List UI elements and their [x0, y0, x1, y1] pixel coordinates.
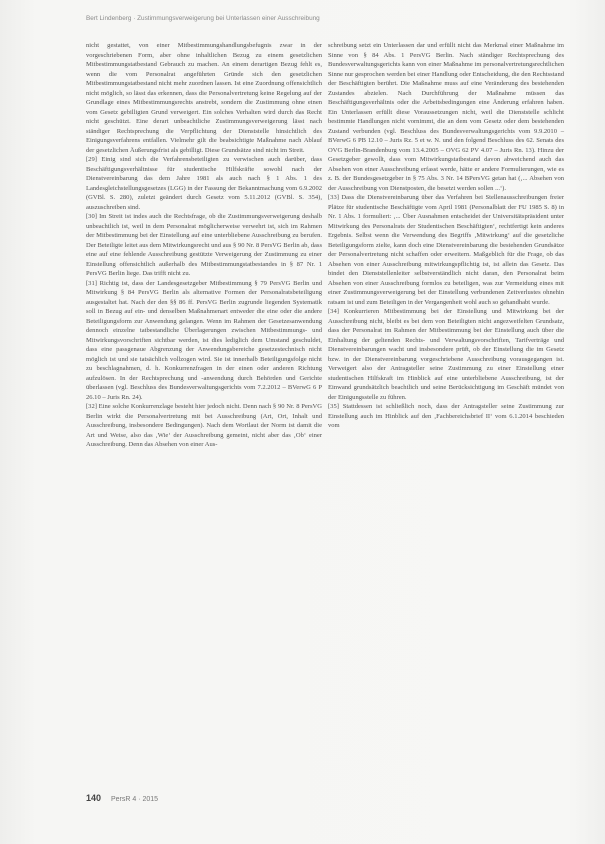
left-paragraph-1: nicht gestattet, von einer Mitbestimmungshandlungsbefugnis zwar in der vorgeschriebenen Form, aber ohne inhaltlichen Bezug zu einem gesetzlichen Mitbestimmungstatbestand Gebrauch zu machen. An einem derartigen Bezug fehlt es, wenn die vom Personalrat angeführten Gründe sich den gesetzlichen Mitbestimmungstatbestand nicht mehr zuordnen lassen. Ist eine Zuordnung offensichtlich nicht möglich, so lässt das erkennen, dass die Personalvertretung keine Regelung auf der Grundlage eines Mitbestimmungsrechts anstrebt, sondern die Zustimmung ohne einen vom Gesetz gebilligten Grund verweigert. Ein solches Verhalten wird durch das Recht nicht geschützt. Eine derart unbeachtliche Zustimmungsverweigerung lässt nach ständiger Rechtsprechung die Verpflichtung der Dienststelle hinsichtlich des Einigungsverfahrens entfallen. Vielmehr gilt die beabsichtigte Maßnahme nach Ablauf der gesetzlichen Äußerungsfrist als gebilligt. Diese Grundsätze sind nicht im Streit. [86, 42, 322, 154]
left-paragraph-3: [30] Im Streit ist indes auch die Rechtsfrage, ob die Zustimmungsverweigerung deshalb unbeachtlich ist, weil in dem Personalrat möglicherweise verwehrt ist, sich im Rahmen der Mitbestimmung bei der Einstellung auf eine unterbliebene Ausschreibung zu berufen. Der Beteiligte leitet aus dem Mitwirkungsrecht und aus § 90 Nr. 8 PersVG Berlin ab, dass eine auf eine fehlende Ausschreibung gestützte Verweigerung der Zustimmung zu einer Einstellung offensichtlich außerhalb des Mitbestimmungstatbestandes in § 87 Nr. 1 PersVG Berlin liege. Das trifft nicht zu. [86, 213, 322, 277]
right-paragraph-4: [35] Stattdessen ist schließlich noch, dass der Antragsteller seine Zustimmung zur Einstellung auch im Hinblick auf den ‚Fachbereichsbrief II‘ vom 6.1.2014 beschieden vom [328, 403, 564, 429]
right-paragraph-3: [34] Konkurrieren Mitbestimmung bei der Einstellung und Mitwirkung bei der Ausschreibung nicht, bleibt es bei dem von Beteiligten nicht angezweifelten Grundsatz, dass der Personalrat im Rahmen der Mitbestimmung bei der Einstellung auch über die Einhaltung der geltenden Rechts- und Verwaltungsvorschriften, Tarifverträge und Dienstvereinbarungen wacht und insbesondere prüft, ob der Einstellung die im Gesetz bzw. in der Dienstvereinbarung vorgeschriebene Ausschreibung vorausgegangen ist. Verweigert also der Antragsteller seine Zustimmung zu einer Einstellung einer studentischen Hilfskraft im Hinblick auf eine unterbliebene Ausschreibung, ist der Einwand grundsätzlich beachtlich und seine Berücksichtigung im Geschäft mündet von der Einigungsstelle zu führen. [328, 308, 564, 401]
page-number: 140 [86, 793, 102, 803]
right-paragraph-1: schreibung setzt ein Unterlassen dar und erfüllt nicht das Merkmal einer Maßnahme im Sinne von § 84 Abs. 1 PersVG Berlin. Nach ständiger Rechtsprechung des Bundesverwaltungsgerichts kann von einer Maßnahme im personalvertretungsrechtlichen Sinne nur gesprochen werden bei einer Handlung oder Entscheidung, die den Rechtsstand der Beschäftigten berührt. Die Maßnahme muss auf eine Veränderung des bestehenden Zustandes abzielen. Nach Durchführung der Maßnahme müssen das Beschäftigungsverhältnis oder die Arbeitsbedingungen eine Änderung erfahren haben. Ein Unterlassen erfüllt diese Voraussetzungen nicht, weil die Dienststelle schlicht bestimmte Handlungen nicht vornimmt, die an dem vom Gesetz oder dem bestehenden Zustand verbunden (vgl. Beschluss des Bundesverwaltungsgerichts vom 9.9.2010 – BVerwG 6 PB 12.10 – Juris Rz. 5 et w. N. und den folgend Beschluss des 62. Senats des OVG Berlin-Brandenburg vom 13.4.2005 – OVG 62 PV 4.07 – Juris Rn. 13). Hinzu der Gesetzgeber gewollt, dass vom Mitwirkungstatbestand davon abweichend auch das Absehen von einer Ausschreibung erfasst werde, hätte er andere Formulierungen, wie es z. B. der Bundesgesetzgeber in § 75 Abs. 3 Nr. 14 BPersVG getan hat (‚... Absehen von der Ausschreibung von Dienstposten, die besetzt werden sollen ...‘). [328, 42, 564, 192]
right-paragraph-2: [33] Dass die Dienstvereinbarung über das Verfahren bei Stellenausschreibungen freier Plätze für studentische Beschäftigte vom April 1981 (Personalblatt der FU 1985 S. 8) in Nr. 1 Abs. 1 formuliert: ‚... Über Ausnahmen entscheidet der Universitätspräsident unter Mitwirkung des Personalrats der Studentischen Beschäftigten‘, rechtfertigt kein anderes Ergebnis. Selbst wenn die Verwendung des Begriffs ‚Mitwirkung‘ auf die gesetzliche Beteiligungsform zielte, kann doch eine Dienstvereinbarung die bestehenden Grundsätze der Personalvertretung nicht schaffen oder erweitern. Maßgeblich für die Frage, ob das Absehen von einer Ausschreibung mitwirkungspflichtig ist, ist allein das Gesetz. Das bindet den Dienststellenleiter selbstverständlich nicht daran, den Personalrat beim Absehen von einer Ausschreibung formlos zu beteiligen, was zur Vermeidung eines mit einer Zustimmungsverweigerung bei der Einstellung verbundenen Zeitverlustes ohnehin ratsam ist und zum Beteiligen in der Vergangenheit wohl auch so gehandhabt wurde. [328, 194, 564, 306]
left-paragraph-5: [32] Eine solche Konkurrenzlage besteht hier jedoch nicht. Denn nach § 90 Nr. 8 PersVG Berlin wirkt die Personalvertretung mit bei Ausschreibung (Art, Ort, Inhalt und Ausschreibung, insbesondere Bedingungen). Nach dem Wortlaut der Norm ist damit die Art und Weise, also das ‚Wie‘ der Ausschreibung gemeint, nicht aber das ‚Ob‘ einer Ausschreibung. Denn das Absehen von einer Aus- [86, 403, 322, 448]
right-column [328, 41, 564, 431]
page-footer [86, 793, 326, 803]
running-head: Bert Lindenberg · Zustimmungsverweigerung bei Unterlassen einer Ausschreibung [86, 15, 320, 22]
left-paragraph-2: [29] Einig sind sich die Verfahrensbeteiligten zu verwischen auch darüber, dass Beschäftigungsverhältnisse für studentische Hilfskräfte sowohl nach der Dienstvereinbarung das dem Jahre 1981 als auch nach § 1 Abs. 1 des Landesgleichstellungsgesetzes (LGG) in der Fassung der Bekanntmachung vom 6.9.2002 (GVBl. S. 280), zuletzt geändert durch Gesetz vom 5.11.2012 (GVBl. S. 354), auszuschreiben sind. [86, 156, 322, 211]
left-paragraph-4: [31] Richtig ist, dass der Landesgesetzgeber Mitbestimmung § 79 PersVG Berlin und Mitwirkung § 84 PersVG Berlin als alternative Formen der Personalratsbeteiligung ausgestaltet hat. Nach der den §§ 86 ff. PersVG Berlin zugrunde liegenden Systematik soll in Bezug auf ein- und denselben Maßnahmenart entweder die eine oder die andere Beteiligungsform zur Anwendung gelangen. Wenn im Rahmen der Gesetzesanwendung dennoch einzelne tatbestandliche Überlagerungen zwischen Mitbestimmungs- und Mitwirkungsvorschriften sichtbar werden, ist dies lediglich dem Umstand geschuldet, dass eine passgenaue Abgrenzung der Anwendungsbereiche gesetzestechnisch nicht möglich ist und sie tatsächlich vollzogen wird. Sie ist innerhalb Beteiligungsfolge nicht zu beschlagnahmen, d. h. Konkurrenzfragen in der einen oder anderen Richtung aufzulösen. In der Rechtsprechung und -anwendung durch Behörden und Gerichte überlassen (vgl. Beschluss des Bundesverwaltungsgerichts vom 7.2.2012 – BVerwG 6 P 26.10 – Juris Rn. 24). [86, 279, 322, 401]
left-column [86, 41, 322, 450]
journal-issue: PersR 4 · 2015 [110, 796, 159, 803]
